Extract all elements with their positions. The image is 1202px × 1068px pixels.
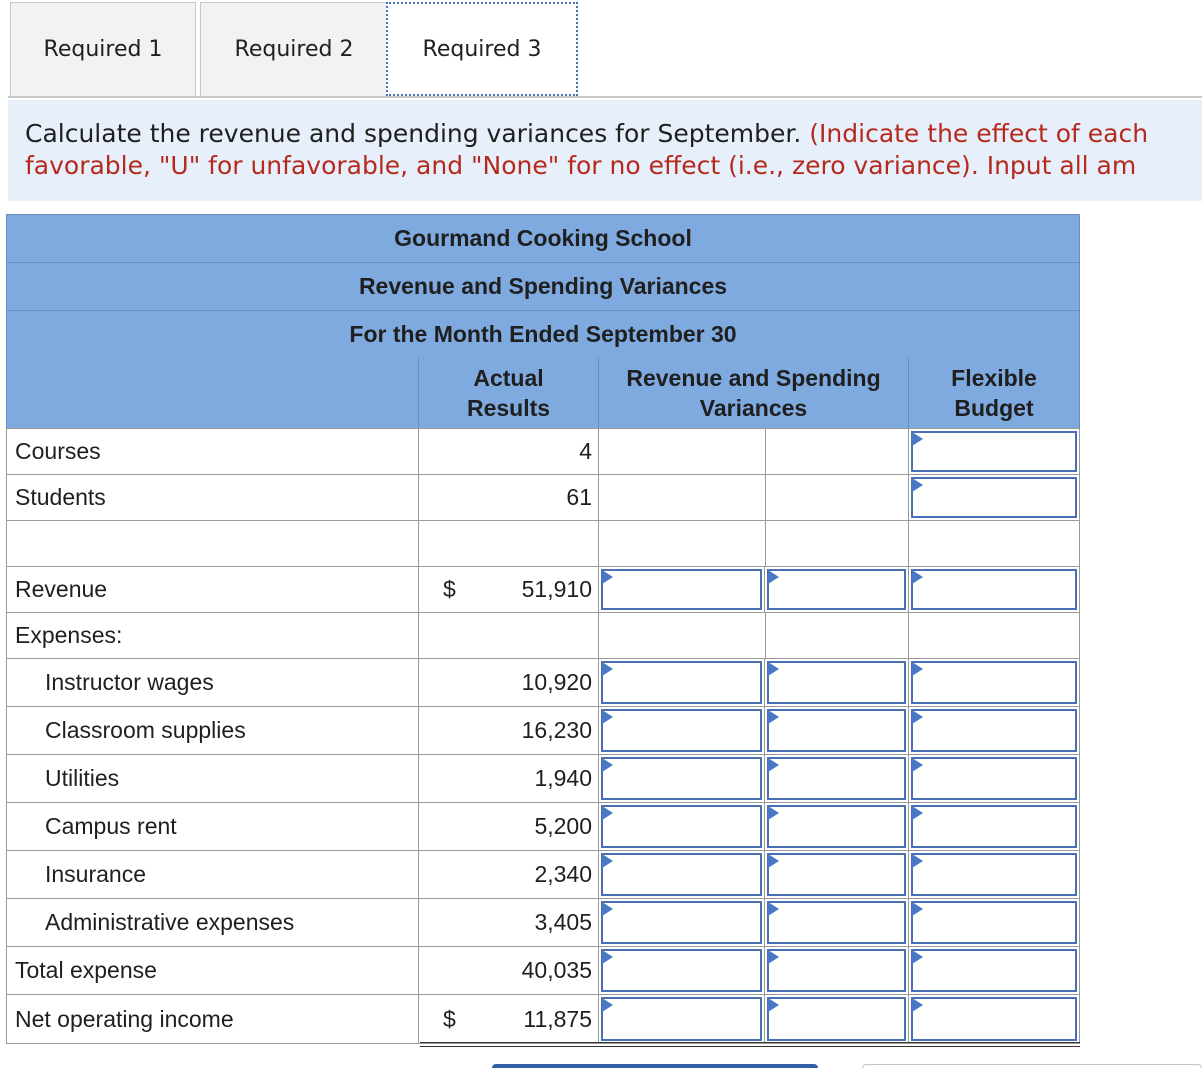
row-label: Revenue bbox=[6, 567, 419, 612]
revenue-variance-input[interactable] bbox=[601, 569, 762, 610]
double-underline bbox=[420, 1042, 1080, 1047]
tab-divider bbox=[8, 96, 1202, 98]
row-revenue bbox=[6, 566, 1080, 612]
flexible-budget-header: Flexible Budget bbox=[909, 358, 1080, 428]
courses-flexible-input[interactable] bbox=[911, 431, 1077, 472]
tab-required-3[interactable]: Required 3 bbox=[386, 2, 578, 96]
classroom-supplies-flexible-input[interactable] bbox=[911, 709, 1077, 752]
report-period: For the Month Ended September 30 bbox=[6, 310, 1080, 359]
row-total-expense bbox=[6, 946, 1080, 994]
instruction-note-line2: favorable, "U" for unfavorable, and "None" for no effect (i.e., zero variance). Input all am bbox=[25, 151, 1137, 180]
actual-value: 4 bbox=[419, 429, 599, 474]
row-label: Net operating income bbox=[6, 995, 419, 1043]
tab-bar bbox=[10, 2, 1202, 98]
revenue-flexible-input[interactable] bbox=[911, 569, 1077, 610]
row-net-operating-income bbox=[6, 994, 1080, 1044]
row-blank bbox=[6, 520, 1080, 566]
campus-rent-effect-select[interactable] bbox=[767, 805, 906, 848]
insurance-flexible-input[interactable] bbox=[911, 853, 1077, 896]
row-expenses-heading bbox=[6, 612, 1080, 658]
actual-value: $ 51,910 bbox=[419, 567, 599, 612]
actual-value: $ 11,875 bbox=[419, 995, 599, 1043]
row-label: Expenses: bbox=[6, 613, 419, 658]
actual-value: 61 bbox=[419, 475, 599, 520]
row-insurance bbox=[6, 850, 1080, 898]
insurance-variance-input[interactable] bbox=[601, 853, 762, 896]
utilities-flexible-input[interactable] bbox=[911, 757, 1077, 800]
instruction-note: (Indicate the effect of each bbox=[809, 119, 1149, 148]
campus-rent-flexible-input[interactable] bbox=[911, 805, 1077, 848]
row-label: Utilities bbox=[6, 755, 419, 802]
total-expense-variance-input[interactable] bbox=[601, 949, 762, 992]
instruction-text: Calculate the revenue and spending variances for September. bbox=[25, 119, 802, 148]
row-label: Campus rent bbox=[6, 803, 419, 850]
revenue-effect-select[interactable] bbox=[767, 569, 906, 610]
row-utilities bbox=[6, 754, 1080, 802]
row-label: Students bbox=[6, 475, 419, 520]
actual-value: 1,940 bbox=[419, 755, 599, 802]
total-expense-effect-select[interactable] bbox=[767, 949, 906, 992]
students-flexible-input[interactable] bbox=[911, 477, 1077, 518]
variances-header: Revenue and Spending Variances bbox=[599, 358, 909, 428]
net-operating-income-effect-select[interactable] bbox=[767, 997, 906, 1041]
instructor-wages-variance-input[interactable] bbox=[601, 661, 762, 704]
flexible-budget-cell bbox=[909, 475, 1080, 520]
instructor-wages-effect-select[interactable] bbox=[767, 661, 906, 704]
row-courses bbox=[6, 428, 1080, 474]
row-label: Insurance bbox=[6, 851, 419, 898]
administrative-expenses-effect-select[interactable] bbox=[767, 901, 906, 944]
report-title: Gourmand Cooking School bbox=[6, 214, 1080, 263]
next-button-edge[interactable] bbox=[862, 1064, 1202, 1068]
actual-value: 40,035 bbox=[419, 947, 599, 994]
row-label: Instructor wages bbox=[6, 659, 419, 706]
tab-required-1[interactable]: Required 1 bbox=[10, 2, 196, 96]
net-operating-income-flexible-input[interactable] bbox=[911, 997, 1077, 1041]
row-administrative-expenses bbox=[6, 898, 1080, 946]
prev-button-edge[interactable] bbox=[492, 1064, 818, 1068]
report-subtitle: Revenue and Spending Variances bbox=[6, 262, 1080, 311]
flexible-budget-cell bbox=[909, 429, 1080, 474]
insurance-effect-select[interactable] bbox=[767, 853, 906, 896]
currency-symbol: $ bbox=[443, 1005, 456, 1032]
row-instructor-wages bbox=[6, 658, 1080, 706]
utilities-variance-input[interactable] bbox=[601, 757, 762, 800]
classroom-supplies-effect-select[interactable] bbox=[767, 709, 906, 752]
row-classroom-supplies bbox=[6, 706, 1080, 754]
actual-value: 2,340 bbox=[419, 851, 599, 898]
row-label: Courses bbox=[6, 429, 419, 474]
actual-value: 5,200 bbox=[419, 803, 599, 850]
administrative-expenses-flexible-input[interactable] bbox=[911, 901, 1077, 944]
row-campus-rent bbox=[6, 802, 1080, 850]
administrative-expenses-variance-input[interactable] bbox=[601, 901, 762, 944]
tab-required-2[interactable]: Required 2 bbox=[200, 2, 388, 96]
label-column-header bbox=[6, 358, 419, 428]
row-label: Administrative expenses bbox=[6, 899, 419, 946]
utilities-effect-select[interactable] bbox=[767, 757, 906, 800]
actual-value: 3,405 bbox=[419, 899, 599, 946]
actual-value: 16,230 bbox=[419, 707, 599, 754]
classroom-supplies-variance-input[interactable] bbox=[601, 709, 762, 752]
currency-symbol: $ bbox=[443, 576, 456, 602]
instruction-banner bbox=[8, 100, 1202, 201]
row-students bbox=[6, 474, 1080, 520]
instructor-wages-flexible-input[interactable] bbox=[911, 661, 1077, 704]
row-label: Classroom supplies bbox=[6, 707, 419, 754]
actual-value: 10,920 bbox=[419, 659, 599, 706]
campus-rent-variance-input[interactable] bbox=[601, 805, 762, 848]
total-expense-flexible-input[interactable] bbox=[911, 949, 1077, 992]
row-label: Total expense bbox=[6, 947, 419, 994]
net-operating-income-variance-input[interactable] bbox=[601, 997, 762, 1041]
actual-results-header: Actual Results bbox=[419, 358, 599, 428]
